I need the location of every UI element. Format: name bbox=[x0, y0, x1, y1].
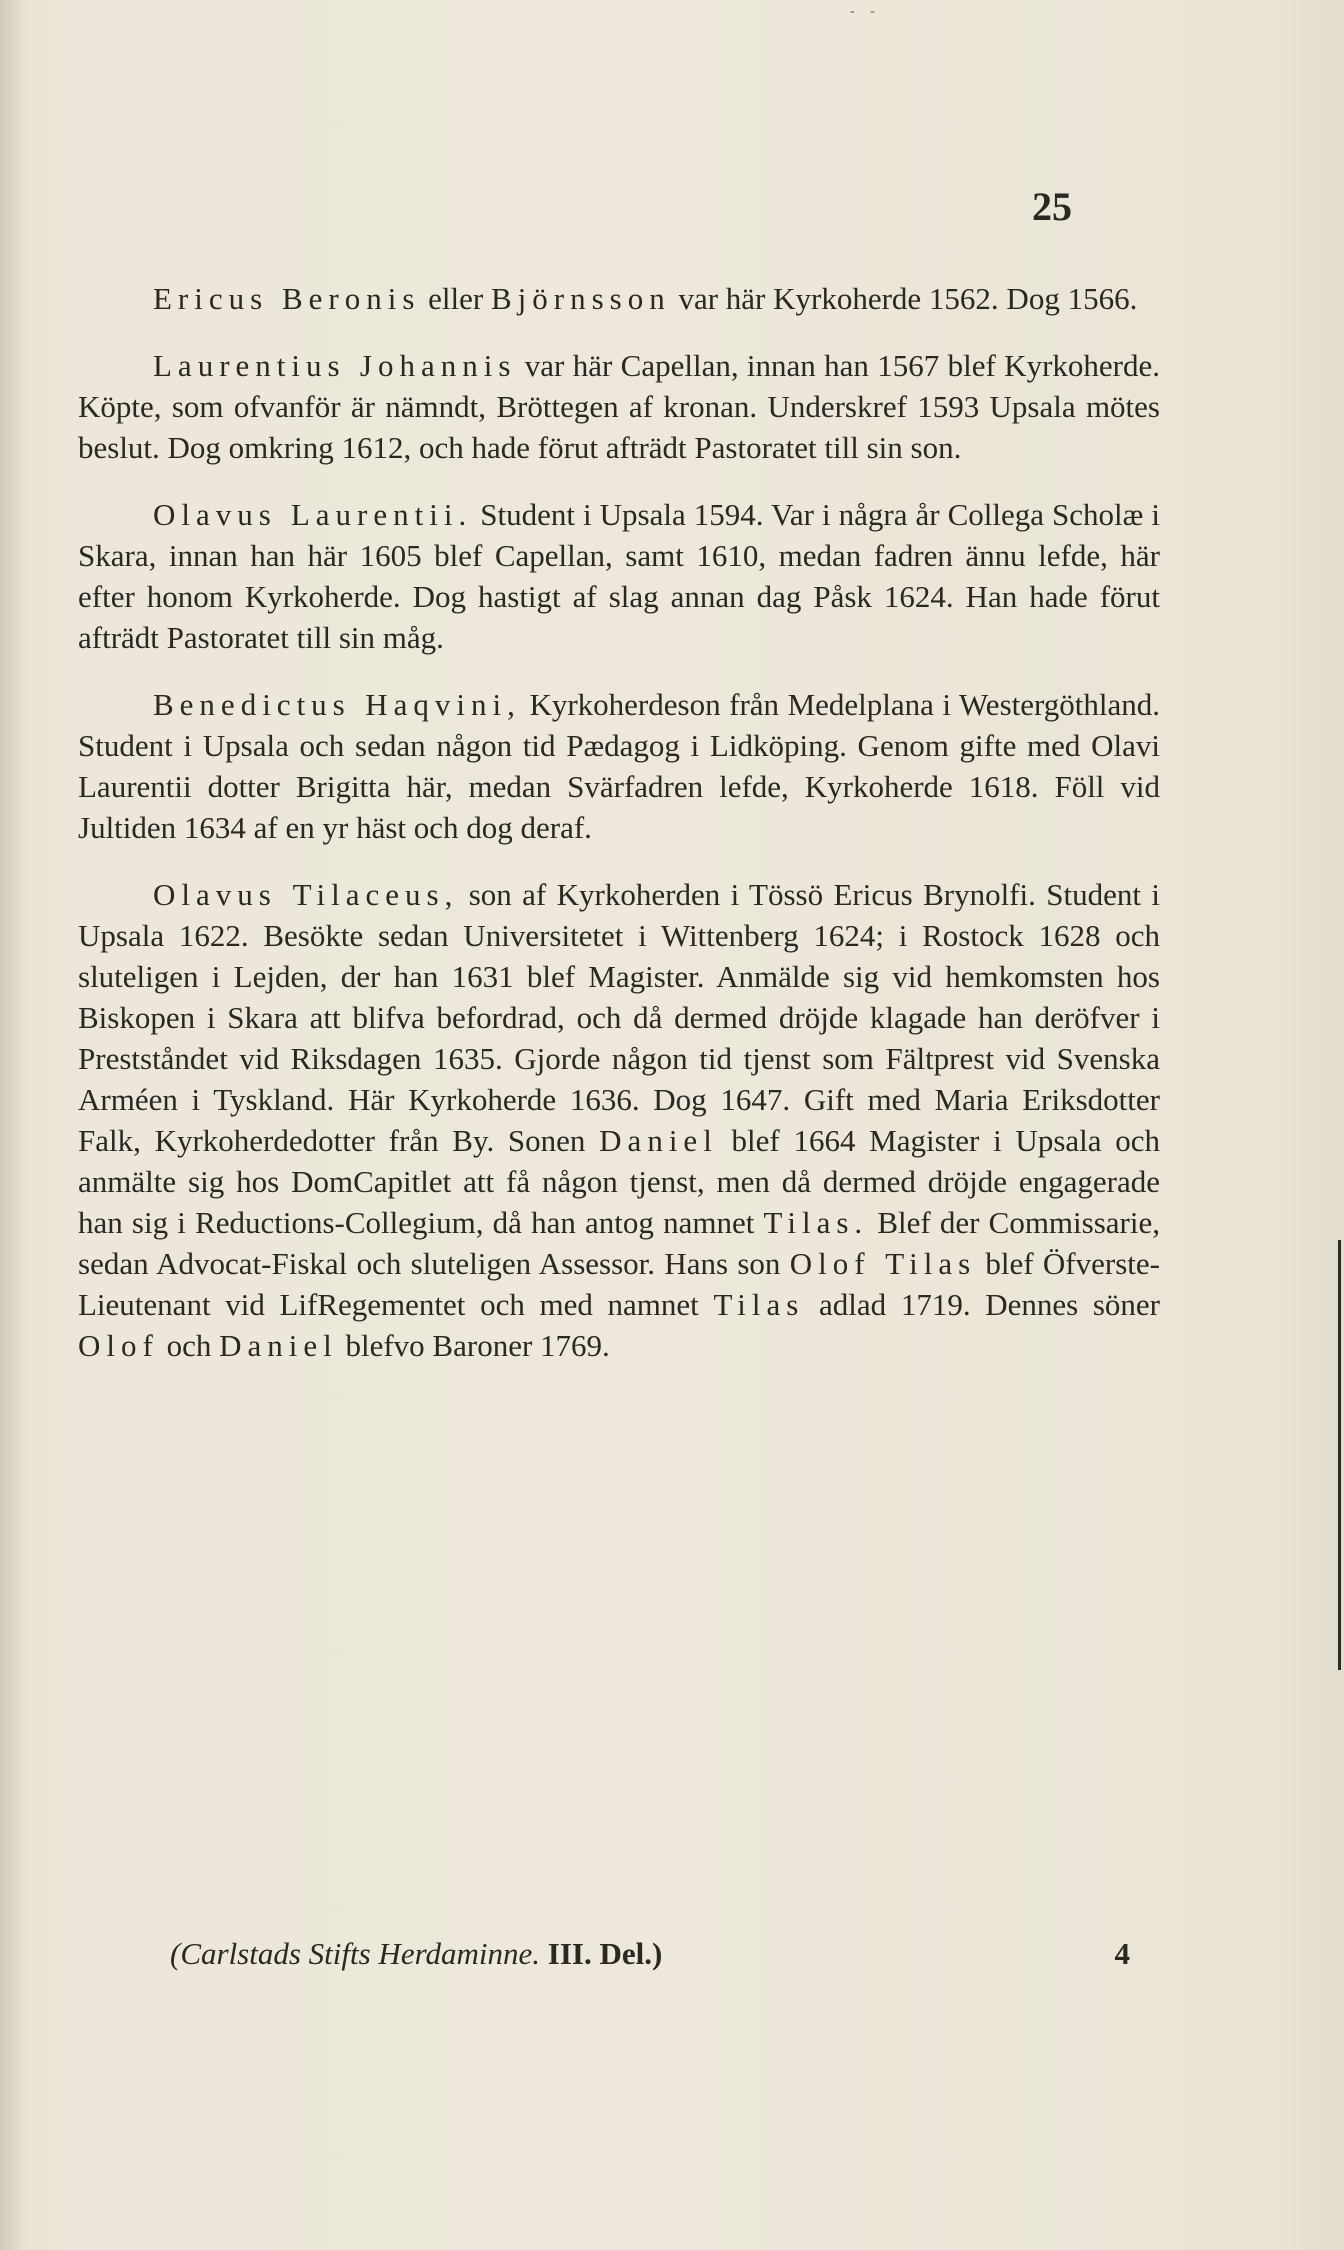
paragraph bbox=[78, 874, 1160, 1366]
spaced-name: Björnsson bbox=[490, 281, 671, 316]
footer-title: (Carlstads Stifts Herdaminne. bbox=[170, 1936, 541, 1971]
spaced-name: Daniel bbox=[219, 1328, 338, 1363]
page-edge-line bbox=[1338, 1240, 1341, 1670]
spaced-name: Tilas. bbox=[763, 1205, 869, 1240]
text-run: eller bbox=[420, 281, 491, 316]
spaced-name: Olof bbox=[78, 1328, 159, 1363]
text-run: blef 1664 Magister i Upsala och anmälte sig hos DomCapitlet att få någon tjenst, men då dermed dröjde engagerade han sig i Reductions-Collegium, då han antog namnet bbox=[78, 1123, 1160, 1240]
paragraph bbox=[78, 278, 1160, 319]
text-run: var här Capellan, innan han 1567 blef Kyrkoherde. Köpte, som ofvanför är nämndt, Bröttegen af kronan. Underskref 1593 Upsala mötes beslut. Dog omkring 1612, och hade förut afträdt Pastoratet till sin son. bbox=[78, 348, 1160, 465]
text-run: blefvo Baroner 1769. bbox=[337, 1328, 610, 1363]
spaced-name: Olavus Laurentii. bbox=[153, 497, 473, 532]
footer-volume: III. Del.) bbox=[540, 1936, 663, 1971]
spaced-name: Daniel bbox=[599, 1123, 718, 1158]
body-text bbox=[78, 278, 1160, 1366]
spaced-name: Tilas bbox=[713, 1287, 805, 1322]
spine-shadow bbox=[0, 0, 26, 2250]
signature-mark: 4 bbox=[1114, 1936, 1130, 1971]
text-run: son af Kyrkoherden i Tössö Ericus Brynolfi. Student i Upsala 1622. Besökte sedan Universitetet i Wittenberg 1624; i Rostock 1628 och sluteligen i Lejden, der han 1631 blef Magister. Anmälde sig vid hemkomsten hos Biskopen i Skara att blifva befordrad, och då dermed dröjde klagade han deröfver i Prestståndet vid Riksdagen 1635. Gjorde någon tid tjenst som Fältprest vid Svenska Arméen i Tyskland. Här Kyrkoherde 1636. Dog 1647. Gift med Maria Eriksdotter Falk, Kyrkoherdedotter från By. Sonen bbox=[78, 877, 1160, 1158]
spaced-name: Laurentius Johannis bbox=[153, 348, 517, 383]
spaced-name: Olavus Tilaceus, bbox=[153, 877, 459, 912]
text-run: Blef der Commissarie, sedan Advocat-Fiskal och sluteligen Assessor. Hans son bbox=[78, 1205, 1160, 1281]
top-edge-mark: - - bbox=[850, 4, 881, 19]
paragraph bbox=[78, 684, 1160, 848]
footer-source bbox=[170, 1936, 662, 1972]
paragraph bbox=[78, 345, 1160, 468]
page-number: 25 bbox=[1032, 184, 1072, 229]
text-run: och bbox=[158, 1328, 220, 1363]
text-run: Student i Upsala 1594. Var i några år Collega Scholæ i Skara, innan han här 1605 blef Capellan, samt 1610, medan fadren ännu lefde, här efter honom Kyrkoherde. Dog hastigt af slag annan dag Påsk 1624. Han hade förut afträdt Pastoratet till sin måg. bbox=[78, 497, 1160, 655]
paragraph bbox=[78, 494, 1160, 658]
text-run: Kyrkoherdeson från Medelplana i Westergöthland. Student i Upsala och sedan någon tid Pædagog i Lidköping. Genom gifte med Olavi Laurentii dotter Brigitta här, medan Svärfadren lefde, Kyrkoherde 1618. Föll vid Jultiden 1634 af en yr häst och dog deraf. bbox=[78, 687, 1161, 845]
text-run: adlad 1719. Dennes söner bbox=[804, 1287, 1161, 1322]
footer bbox=[170, 1936, 1130, 1980]
spaced-name: Benedictus Haqvini, bbox=[153, 687, 521, 722]
text-run: blef Öfverste-Lieutenant vid LifRegementet och med namnet bbox=[78, 1246, 1160, 1322]
text-run: var här Kyrkoherde 1562. Dog 1566. bbox=[670, 281, 1138, 316]
spaced-name: Olof Tilas bbox=[789, 1246, 977, 1281]
spaced-name: Ericus Beronis bbox=[153, 281, 421, 316]
